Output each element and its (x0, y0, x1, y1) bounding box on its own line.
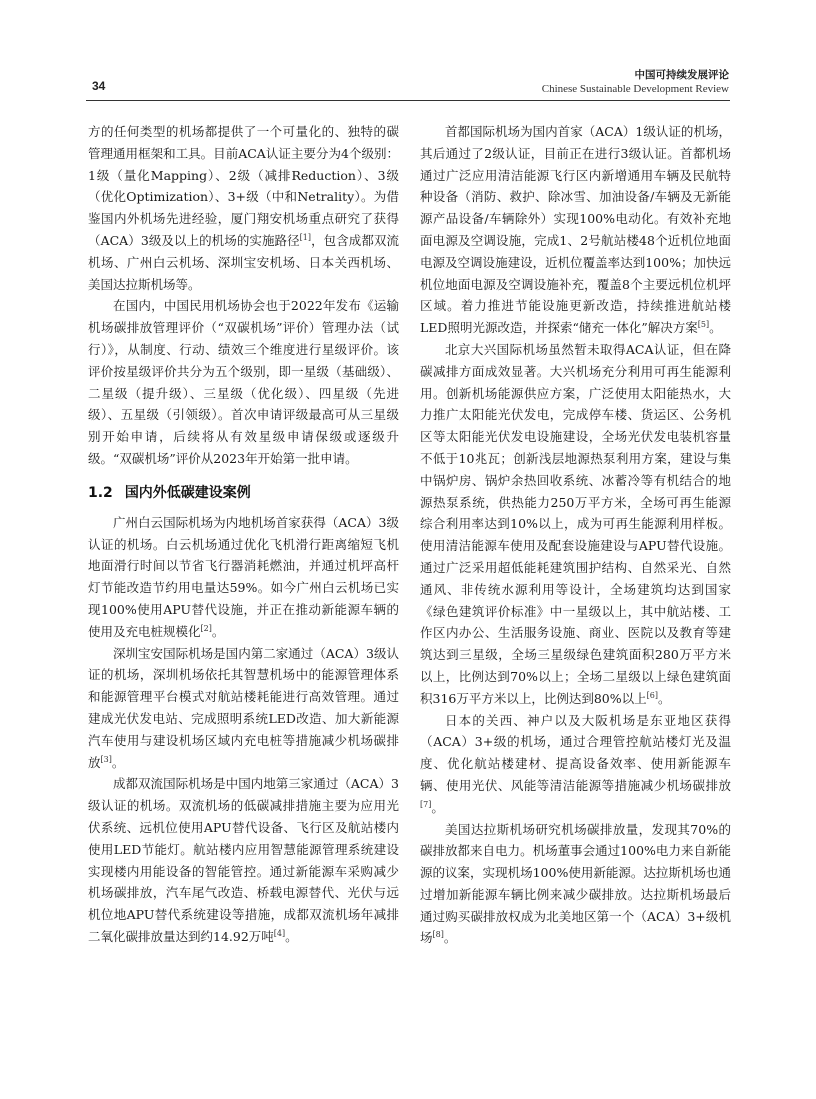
header-rule (86, 100, 730, 101)
citation-ref[interactable]: [7] (420, 799, 432, 809)
section-number: 1.2 (88, 484, 113, 501)
paragraph-aca-levels: 方的任何类型的机场都提供了一个可量化的、独特的碳管理通用框架和工具。目前ACA认证主要分为4个级别：1级（量化Mapping）、2级（减排Reduction）、3级（优化Optimization）、3+级（中和Netrality）。为借鉴国内外机场先进经验，厦门翔安机场重点研究了获得（ACA）3级及以上的机场的实施路径[1]，包含成都双流机场、广州白云机场、深圳宝安机场、日本关西机场、美国达拉斯机场等。 (88, 124, 399, 292)
right-column (420, 121, 731, 949)
journal-title-cn: 中国可持续发展评论 (634, 69, 729, 81)
paragraph-dallas: 美国达拉斯机场研究机场碳排放量，发现其70%的碳排放都来自电力。机场董事会通过100%电力来自新能源的议案，实现机场100%使用新能源。达拉斯机场也通过增加新能源车辆比例来减少碳排放。达拉斯机场最后通过购买碳排放权成为北美地区第一个（ACA）3+级机场[8]。 (420, 821, 731, 946)
section-heading (88, 482, 399, 504)
paragraph-domestic-evaluation: 在国内，中国民用机场协会也于2022年发布《运输机场碳排放管理评价（“双碳机场”评价）管理办法（试行）》，从制度、行动、绩效三个维度进行星级评价。该评价按星级评价共分为五个级别，即一星级（基础级）、二星级（提升级）、三星级（优化级）、四星级（先进级）、五星级（引领级）。首次申请评级最高可从三星级别开始申请，后续将从有效星级申请保级或逐级升级。“双碳机场”评价从2023年开始第一批申请。 (88, 298, 399, 466)
citation-ref[interactable]: [5] (697, 320, 710, 330)
citation-ref[interactable]: [2] (200, 623, 212, 633)
paragraph-chengdu: 成都双流国际机场是中国内地第三家通过（ACA）3级认证的机场。双流机场的低碳减排措施主要为应用光伏系统、远机位使用APU替代设备、飞行区及航站楼内使用LED节能灯。航站楼内应用智慧能源管理系统建设实现楼内用能设备的智能管控。通过新能源车采购减少机场碳排放，汽车尾气改造、桥载电源替代、光伏与远机位地APU替代系统建设等措施，成都双流机场年减排二氧化碳排放量达到约14.92万吨[4]。 (88, 776, 399, 944)
section-title: 国内外低碳建设案例 (124, 484, 251, 501)
citation-ref[interactable]: [3] (100, 754, 112, 764)
journal-title-en: Chinese Sustainable Development Review (541, 83, 729, 95)
citation-ref[interactable]: [6] (646, 690, 658, 700)
page-number: 34 (92, 79, 106, 93)
paragraph-capital-airport: 首都国际机场为国内首家（ACA）1级认证的机场，其后通过了2级认证，目前正在进行3级认证。首都机场通过广泛应用清洁能源飞行区内新增通用车辆及民航特种设备（消防、救护、除冰雪、加油设备/车辆及无新能源产品设备/车辆除外）实现100%电动化。有效补充地面电源及空调设施，完成1、2号航站楼48个近机位地面电源及空调设施建设，近机位覆盖率达到100%；加快远机位地面电源及空调设施补充，覆盖8个主要远机位机坪区域。着力推进节能设施更新改造，持续推进航站楼LED照明光源改造，并探索“储充一体化”解决方案[5]。 (420, 124, 731, 336)
paragraph-japan-airports: 日本的关西、神户以及大阪机场是东亚地区获得（ACA）3+级的机场，通过合理管控航站楼灯光及温度、优化航站楼建材、提高设备效率、使用新能源车辆、使用光伏、风能等清洁能源等措施减少机场碳排放[7]。 (420, 712, 731, 815)
citation-ref[interactable]: [8] (432, 930, 444, 940)
citation-ref[interactable]: [4] (273, 928, 286, 938)
paragraph-daxing: 北京大兴国际机场虽然暂未取得ACA认证，但在降碳减排方面成效显著。大兴机场充分利用可再生能源利用。创新机场能源供应方案，广泛使用太阳能热水，大力推广太阳能光伏发电，完成停车楼、货运区、公务机区等太阳能光伏发电设施建设，全场光伏发电装机容量不低于10兆瓦；创新浅层地源热泵利用方案，建设与集中锅炉房、锅炉余热回收系统、冰蓄冷等有机结合的地源热泵系统，供热能力250万平方米，全场可再生能源综合利用率达到10%以上，成为可再生能源利用样板。使用清洁能源车使用及配套设施建设与APU替代设施。通过广泛采用超低能耗建筑围护结构、自然采光、自然通风、非传统水源利用等设计，全场建筑均达到国家《绿色建筑评价标准》中一星级以上，其中航站楼、工作区内办公、生活服务设施、商业、医院以及教育等建筑达到三星级，全场三星级绿色建筑面积280万平方米以上，比例达到70%以上；全场二星级以上绿色建筑面积316万平方米以上，比例达到80%以上[6]。 (420, 341, 731, 706)
paragraph-shenzhen: 深圳宝安国际机场是国内第二家通过（ACA）3级认证的机场，深圳机场依托其智慧机场中的能源管理体系和能源管理平台模式对航站楼耗能进行高效管理。通过建成光伏发电站、完成照明系统LED改造、加大新能源汽车使用与建设机场区域内充电桩等措施减少机场碳排放[3]。 (88, 645, 399, 770)
citation-ref[interactable]: [1] (299, 232, 312, 242)
left-column (88, 121, 399, 948)
paragraph-guangzhou: 广州白云国际机场为内地机场首家获得（ACA）3级认证的机场。白云机场通过优化飞机滑行距离缩短飞机地面滑行时间以节省飞行器消耗燃油，并通过机坪高杆灯节能改造节约用电量达59%。如今广州白云机场已实现100%使用APU替代设施，并正在推动新能源车辆的使用及充电桩规模化[2]。 (88, 514, 399, 639)
